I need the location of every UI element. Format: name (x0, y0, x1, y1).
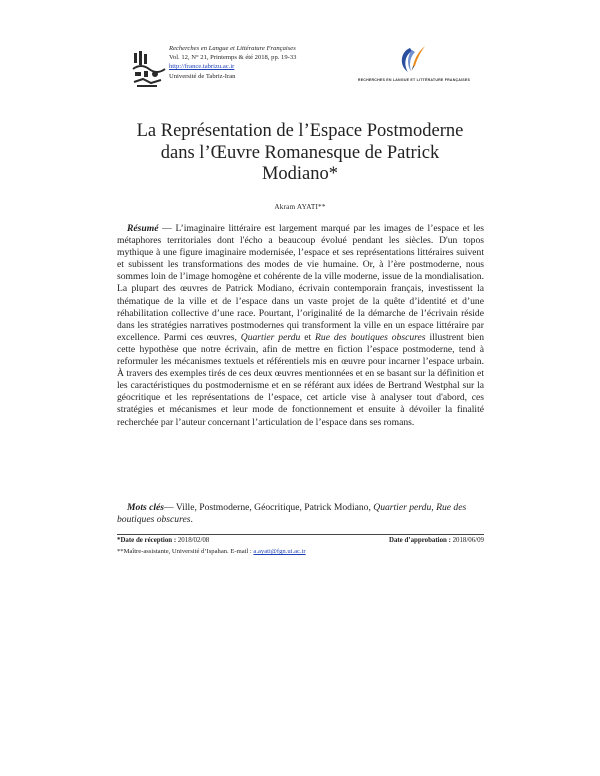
author-email-link[interactable]: a.ayati@fgn.ui.ac.ir (253, 548, 306, 555)
footnote-divider (117, 534, 484, 535)
journal-brand-caption: RECHERCHES EN LANGUE ET LITTÉRATURE FRANÇAISES (357, 78, 471, 82)
abstract-work-title: Rue des boutiques obscures (315, 331, 426, 343)
abstract-paragraph (117, 223, 484, 429)
approval-date (389, 537, 484, 544)
keywords-text: Ville, Postmoderne, Géocritique, Patrick Modiano, (175, 502, 374, 513)
university-name: Université de Tabriz-Iran (169, 72, 236, 80)
approved-value: 2018/06/09 (450, 537, 484, 544)
volume-info: Vol. 12, N° 21, Printemps & été 2018, pp. 19-33 (169, 54, 297, 62)
abstract-text: L’imaginaire littéraire est largement marqué par les images de l’espace et les métaphores territoriales dont l'écho a beaucoup évolué pendant les siècles. D'un topos mythique à une figure imaginaire modernisée, l’espace et ses représentations littéraires suivent et subissent les transformations des modes de vie humaine. Or, à l’ère postmoderne, nous sommes loin de l’image homogène et cohérente de la ville moderne, issue de la mondialisation. La plupart des œuvres de Patrick Modiano, écrivain contemporain français, investissent la thématique de la ville et de l’espace dans un vaste projet de la quête d’identité et d’une réhabilitation collective d’une race. Pourtant, l’originalité de la démarche de l’écrivain réside dans les stratégies narratives postmodernes qui transforment la ville en un espace littéraire par excellence. Parmi ces œuvres, (117, 223, 484, 343)
journal-meta (169, 44, 296, 81)
title-line: La Représentation de l’Espace Postmoderne (136, 121, 464, 141)
author-affiliation: **Maître-assistante, Université d’Ispahan. E-mail : (117, 548, 254, 555)
abstract-label: Résumé (127, 223, 159, 234)
received-value: 2018/02/08 (176, 537, 210, 544)
abstract-dash: — (158, 223, 176, 234)
title-line: Modiano* (261, 164, 339, 184)
approved-label: Date d’approbation : (388, 537, 451, 544)
article-title (100, 121, 500, 186)
keywords (117, 502, 484, 526)
keywords-end: . (190, 514, 193, 526)
keywords-paragraph (117, 502, 484, 526)
abstract (117, 223, 484, 429)
journal-title: Recherches en Langue et Littérature Françaises (169, 45, 296, 52)
author-name: Akram AYATI** (274, 203, 326, 211)
university-logo-icon (131, 49, 167, 89)
keywords-dash: — (164, 502, 176, 513)
abstract-text: et (300, 331, 316, 343)
received-label: *Date de réception : (117, 537, 177, 544)
keyword-work-title: Rue des boutiques obscures (117, 502, 467, 526)
abstract-work-title: Quartier perdu (240, 331, 301, 343)
footnote-dates (117, 537, 484, 544)
abstract-text: illustrent bien cette hypothèse que notre écrivain, afin de mettre en fiction l’espace postmoderne, tend à reformuler les mécanismes textuels et référentiels mis en œuvre pour incarner l’espace urbain. À travers des exemples tirés de ces deux œuvres mentionnées et en se basant sur la définition et les caractéristiques du postmodernisme et en se référant aux idées de Bertrand Westphal sur la géocritique et les représentations de l’espace, cet article vise à analyser tout d'abord, ces stratégies et mécanismes et leur mode de fonctionnement et ensuite à dévoiler la finalité recherchée par l’auteur concernant l’articulation de l’espace dans ses romans. (117, 331, 484, 428)
journal-quill-logo-icon (396, 44, 428, 76)
journal-header (131, 44, 471, 94)
title-line: dans l’Œuvre Romanesque de Patrick (160, 142, 440, 163)
keyword-work-title: Quartier perdu (373, 502, 432, 513)
author-footnote (117, 548, 484, 555)
received-date (117, 537, 209, 544)
keywords-label: Mots clés (127, 502, 165, 513)
keywords-separator: , (431, 502, 437, 513)
journal-link[interactable]: http://france.tabrizu.ac.ir (169, 63, 235, 71)
